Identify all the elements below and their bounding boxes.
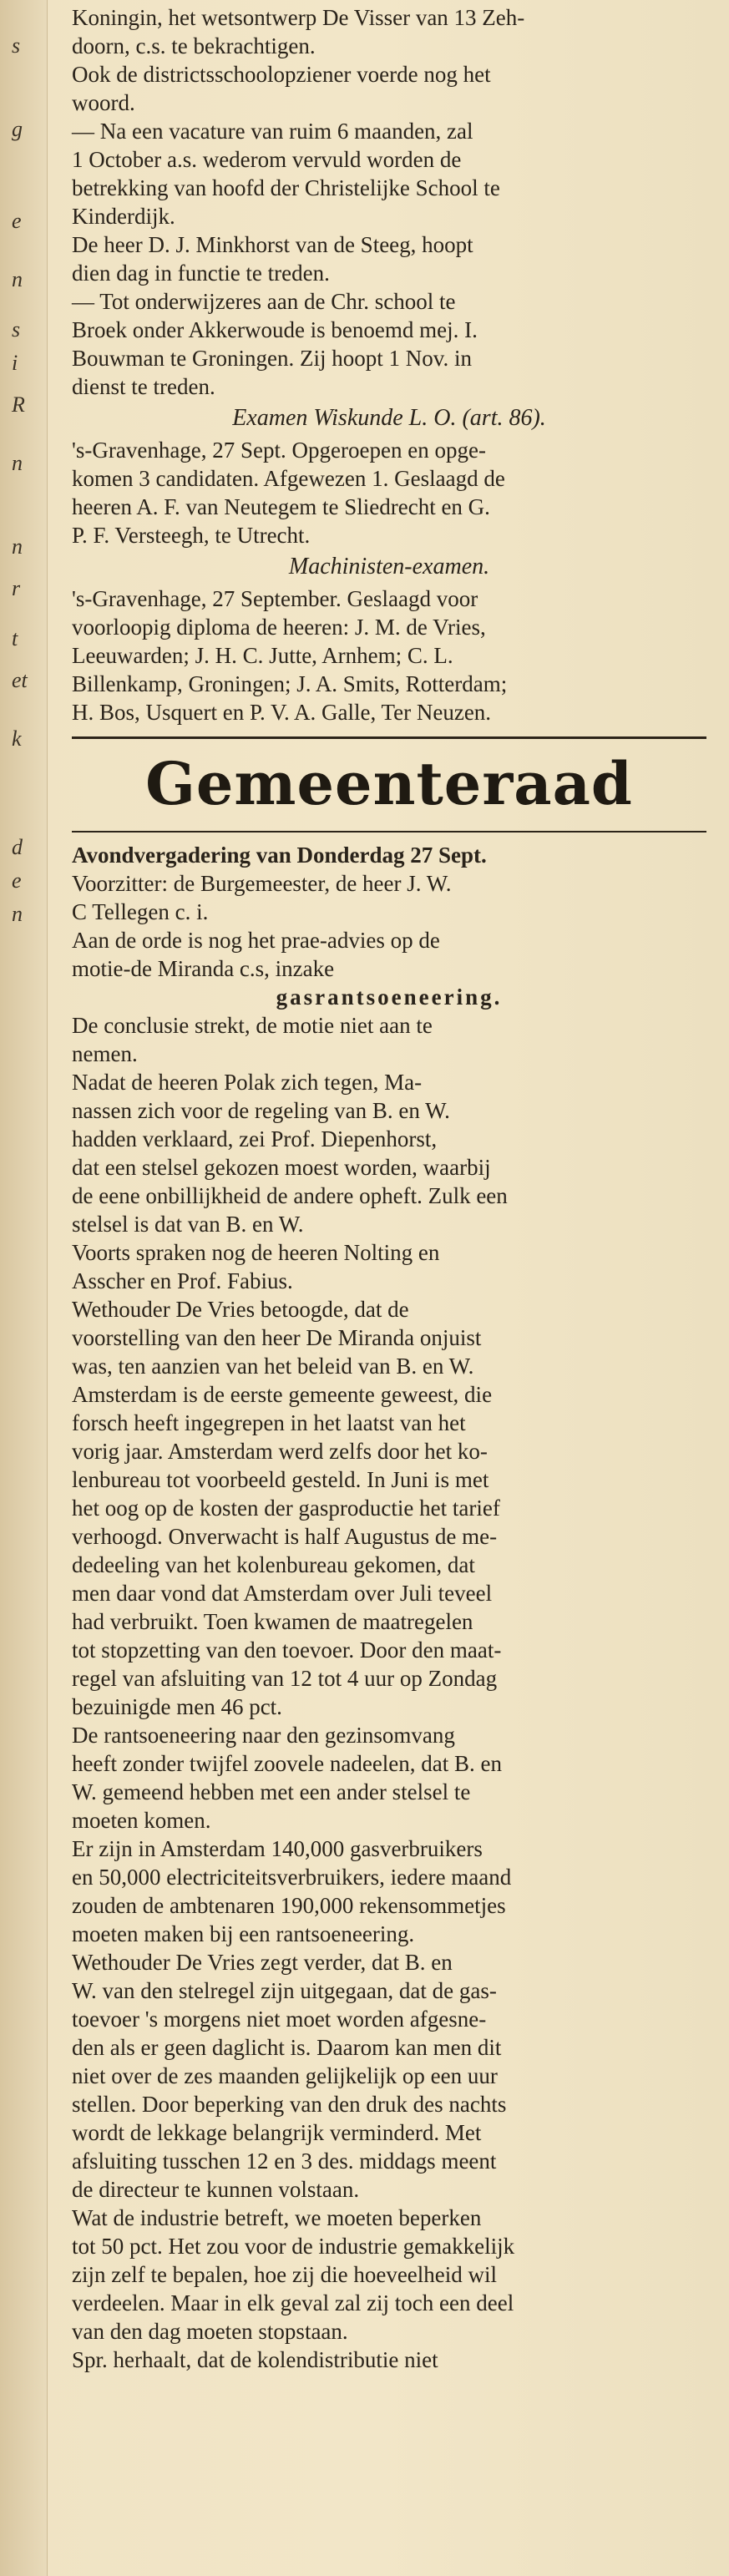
article-column — [72, 0, 706, 2374]
machinisten-heading: Machinisten-examen. — [288, 554, 490, 579]
margin-fragment: r — [12, 576, 21, 600]
text-line: 1 October a.s. wederom vervuld worden de — [72, 147, 462, 172]
margin-fragment: s — [12, 317, 21, 342]
text-line: de eene onbillijkheid de andere opheft. Zulk een — [72, 1183, 508, 1208]
text-line: P. F. Versteegh, te Utrecht. — [72, 523, 311, 548]
text-line: Voorzitter: de Burgemeester, de heer J. W. — [72, 871, 452, 896]
text-line: Spr. herhaalt, dat de kolendistributie niet — [72, 2347, 438, 2372]
text-line: Leeuwarden; J. H. C. Jutte, Arnhem; C. L. — [72, 643, 453, 668]
text-line: forsch heeft ingegrepen in het laatst van het — [72, 1410, 466, 1435]
text-line: De rantsoeneering naar den gezinsomvang — [72, 1723, 455, 1748]
text-line: voorloopig diploma de heeren: J. M. de Vries, — [72, 615, 486, 640]
text-line: dien dag in functie te treden. — [72, 261, 330, 286]
text-line: lenbureau tot voorbeeld gesteld. In Juni is met — [72, 1467, 489, 1492]
text-line: woord. — [72, 90, 135, 115]
text-line: 's-Gravenhage, 27 Sept. Opgeroepen en opge- — [72, 438, 486, 463]
text-line: heeft zonder twijfel zoovele nadeelen, dat B. en — [72, 1751, 503, 1776]
text-line: Koningin, het wetsontwerp De Visser van 13 Zeh- — [72, 5, 525, 30]
adjacent-column-strip — [0, 0, 48, 2576]
margin-fragment: n — [12, 267, 23, 291]
text-line: Wethouder De Vries betoogde, dat de — [72, 1297, 409, 1322]
text-line: moeten komen. — [72, 1808, 211, 1833]
text-line: was, ten aanzien van het beleid van B. en W. — [72, 1354, 474, 1379]
text-line: heeren A. F. van Neutegem te Sliedrecht en G. — [72, 494, 490, 519]
text-line: hadden verklaard, zei Prof. Diepenhorst, — [72, 1126, 438, 1151]
text-line: Broek onder Akkerwoude is benoemd mej. I. — [72, 317, 478, 342]
text-line: Aan de orde is nog het prae-advies op de — [72, 928, 440, 953]
article-intro — [72, 869, 706, 983]
margin-fragment: e — [12, 868, 22, 893]
margin-fragment: g — [12, 117, 23, 141]
text-line: Billenkamp, Groningen; J. A. Smits, Rotterdam; — [72, 671, 508, 696]
text-line: Wat de industrie betreft, we moeten beperken — [72, 2205, 482, 2230]
text-line: vorig jaar. Amsterdam werd zelfs door het ko- — [72, 1439, 488, 1464]
meeting-heading: Avondvergadering van Donderdag 27 Sept. — [72, 843, 487, 868]
text-line: stelsel is dat van B. en W. — [72, 1212, 304, 1237]
text-line: W. gemeend hebben met een ander stelsel te — [72, 1779, 471, 1804]
text-line: H. Bos, Usquert en P. V. A. Galle, Ter Neuzen. — [72, 700, 492, 725]
margin-fragment: n — [12, 534, 23, 559]
margin-fragment: n — [12, 902, 23, 926]
text-line: Ook de districtsschoolopziener voerde nog het — [72, 62, 491, 87]
text-line: zouden de ambtenaren 190,000 rekensommetjes — [72, 1893, 506, 1918]
margin-fragment: s — [12, 33, 21, 58]
topic-heading: gasrantsoeneering. — [276, 984, 503, 1010]
exam-wiskunde-heading: Examen Wiskunde L. O. (art. 86). — [232, 405, 546, 431]
text-line: van den dag moeten stopstaan. — [72, 2319, 348, 2344]
text-line: nassen zich voor de regeling van B. en W. — [72, 1098, 450, 1123]
text-line: moeten maken bij een rantsoeneering. — [72, 1921, 415, 1946]
text-line: 's-Gravenhage, 27 September. Geslaagd voor — [72, 586, 478, 611]
text-line: komen 3 candidaten. Afgewezen 1. Geslaagd de — [72, 466, 505, 491]
text-line: motie-de Miranda c.s, inzake — [72, 956, 335, 981]
text-line: stellen. Door beperking van den druk des nachts — [72, 2092, 507, 2117]
text-line: afsluiting tusschen 12 en 3 des. middags meent — [72, 2148, 497, 2174]
top-news-block — [72, 3, 706, 401]
text-line: W. van den stelregel zijn uitgegaan, dat de gas- — [72, 1978, 497, 2003]
text-line: Voorts spraken nog de heeren Nolting en — [72, 1240, 440, 1265]
text-line: Er zijn in Amsterdam 140,000 gasverbruikers — [72, 1836, 483, 1861]
margin-fragment: et — [12, 668, 28, 692]
margin-fragment: d — [12, 835, 23, 859]
margin-fragment: t — [12, 626, 18, 650]
text-line: niet over de zes maanden gelijkelijk op een uur — [72, 2063, 498, 2088]
text-line: de directeur te kunnen volstaan. — [72, 2177, 360, 2202]
exam-wiskunde-text — [72, 436, 706, 549]
text-line: Nadat de heeren Polak zich tegen, Ma- — [72, 1070, 423, 1095]
text-line: men daar vond dat Amsterdam over Juli teveel — [72, 1581, 493, 1606]
text-line: wordt de lekkage belangrijk verminderd. Met — [72, 2120, 482, 2145]
article-body — [72, 1011, 706, 2374]
margin-fragment: e — [12, 209, 22, 233]
text-line: Wethouder De Vries zegt verder, dat B. en — [72, 1950, 453, 1975]
text-line: het oog op de kosten der gasproductie het tarief — [72, 1495, 500, 1521]
section-divider — [72, 736, 706, 739]
text-line: Kinderdijk. — [72, 204, 175, 229]
text-line: betrekking van hoofd der Christelijke School te — [72, 175, 500, 200]
text-line: De conclusie strekt, de motie niet aan te — [72, 1013, 433, 1038]
text-line: toevoer 's morgens niet moet worden afgesne- — [72, 2007, 487, 2032]
text-line: bezuinigde men 46 pct. — [72, 1694, 282, 1719]
text-line: doorn, c.s. te bekrachtigen. — [72, 33, 316, 58]
text-line: den als er geen daglicht is. Daarom kan men dit — [72, 2035, 502, 2060]
text-line: verdeelen. Maar in elk geval zal zij toch een deel — [72, 2290, 514, 2315]
section-divider — [72, 831, 706, 833]
text-line: regel van afsluiting van 12 tot 4 uur op Zondag — [72, 1666, 498, 1691]
machinisten-text — [72, 585, 706, 726]
text-line: Bouwman te Groningen. Zij hoopt 1 Nov. in — [72, 346, 472, 371]
margin-fragment: k — [12, 726, 22, 751]
text-line: tot stopzetting van den toevoer. Door den maat- — [72, 1637, 502, 1663]
margin-fragment: i — [12, 351, 18, 375]
text-line: zijn zelf te bepalen, hoe zij die hoeveelheid wil — [72, 2262, 498, 2287]
text-line: Amsterdam is de eerste gemeente geweest, die — [72, 1382, 493, 1407]
text-line: nemen. — [72, 1041, 138, 1066]
text-line: dat een stelsel gekozen moest worden, waarbij — [72, 1155, 491, 1180]
text-line: De heer D. J. Minkhorst van de Steeg, hoopt — [72, 232, 473, 257]
section-title: Gemeenteraad — [145, 749, 633, 818]
margin-fragment: n — [12, 451, 23, 475]
text-line: had verbruikt. Toen kwamen de maatregelen — [72, 1609, 473, 1634]
text-line: — Na een vacature van ruim 6 maanden, zal — [72, 119, 473, 144]
text-line: — Tot onderwijzeres aan de Chr. school te — [72, 289, 456, 314]
text-line: Asscher en Prof. Fabius. — [72, 1268, 293, 1293]
text-line: C Tellegen c. i. — [72, 899, 209, 924]
text-line: tot 50 pct. Het zou voor de industrie gemakkelijk — [72, 2234, 515, 2259]
text-line: verhoogd. Onverwacht is half Augustus de me- — [72, 1524, 498, 1549]
text-line: en 50,000 electriciteitsverbruikers, iedere maand — [72, 1865, 512, 1890]
text-line: dedeeling van het kolenbureau gekomen, dat — [72, 1552, 475, 1577]
margin-fragment: R — [12, 392, 25, 417]
text-line: voorstelling van den heer De Miranda onjuist — [72, 1325, 482, 1350]
text-line: dienst te treden. — [72, 374, 215, 399]
